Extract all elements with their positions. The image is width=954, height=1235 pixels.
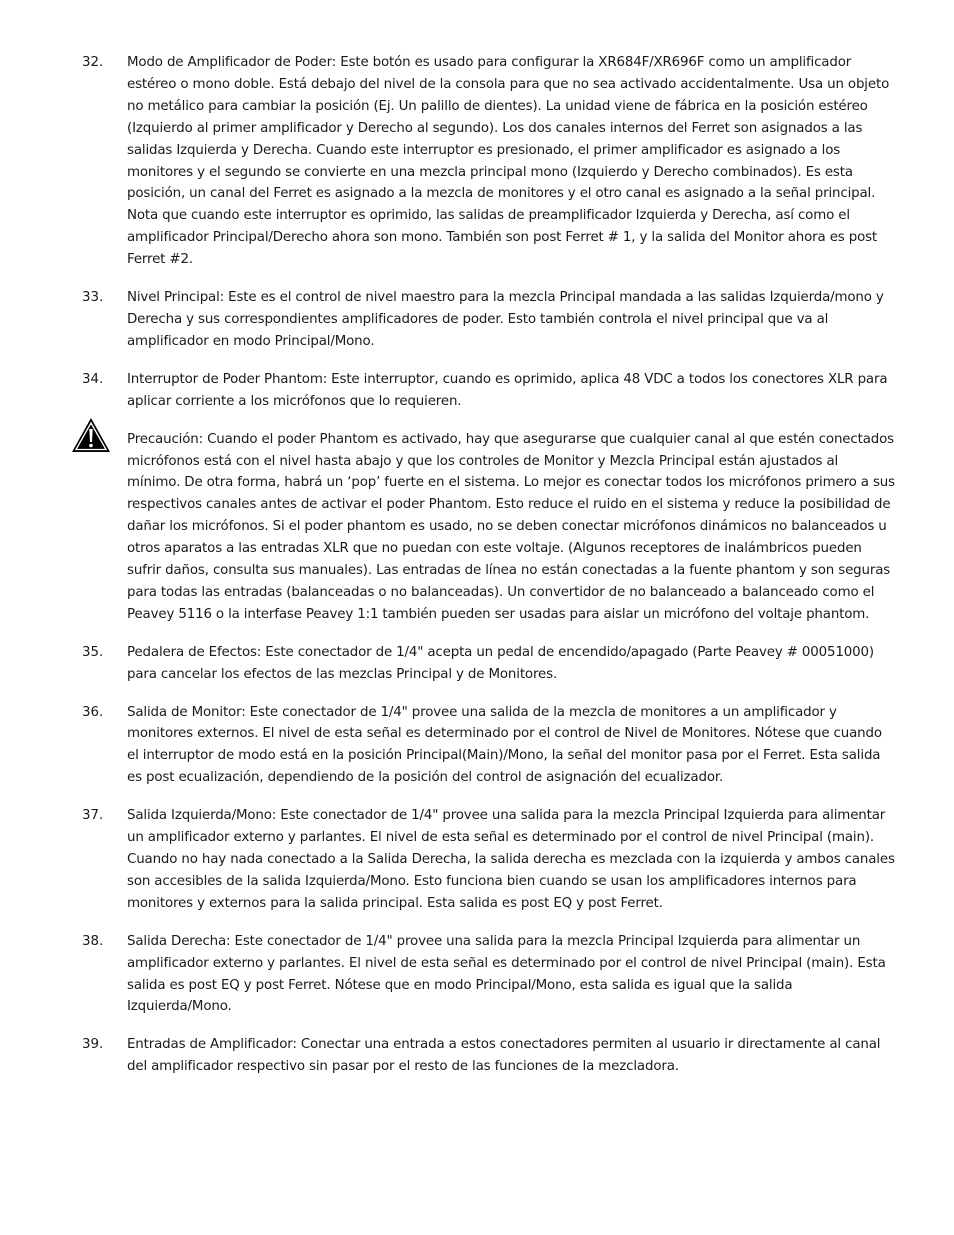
list-item-38	[0, 931, 954, 1019]
item-text: Salida Izquierda/Mono: Este conectador de 1/4" provee una salida para la mezcla Principal Izquierda para alimentar un amplificador externo y parlantes. El nivel de esta señal es determinado por el control de nivel Principal (main). Cuando no hay nada conectado a la Salida Derecha, la salida derecha es mezclada con la izquierda y ambos canales son accesibles de la salida Izquierda/Mono. Esto funciona bien cuando se usan los amplificadores internos para monitores y externos para la salida principal. Esta salida es post EQ y post Ferret.	[127, 808, 895, 911]
item-number: 35.	[82, 644, 104, 660]
item-number: 34.	[82, 371, 104, 387]
list-item-37	[0, 805, 954, 915]
list-item-33	[0, 287, 954, 353]
item-number: 39.	[82, 1037, 104, 1053]
item-number: 32.	[82, 55, 104, 70]
list-item-36	[0, 702, 954, 790]
item-text: Nivel Principal: Este es el control de nivel maestro para la mezcla Principal mandada a las salidas Izquierda/mono y Derecha y sus correspondientes amplificadores de poder. Esto también controla el nivel principal que va al amplificador en modo Principal/Mono.	[127, 290, 884, 349]
item-text: Pedalera de Efectos: Este conectador de 1/4" acepta un pedal de encendido/apagado (Parte Peavey # 00051000) para cancelar los efectos de las mezclas Principal y de Monitores.	[127, 644, 874, 682]
item-text: Salida de Monitor: Este conectador de 1/4" provee una salida de la mezcla de monitores a un amplificador y monitores externos. El nivel de esta señal es determinado por el control de Nivel de Monitores. Nótese que cuando el interruptor de modo está en la posición Principal(Main)/Mono, la señal del monitor pasa por el Ferret. Esta salida es post ecualización, dependiendo de la posición del control de asignación del ecualizador.	[127, 704, 882, 786]
item-text: Modo de Amplificador de Poder: Este botón es usado para configurar la XR684F/XR696F como un amplificador estéreo o mono doble. Está debajo del nivel de la consola para que no sea activado accidentalmente. Usa un objeto no metálico para cambiar la posición (Ej. Un palillo de dientes). La unidad viene de fábrica en la posición estéreo (Izquierdo al primer amplificador y Derecho al segundo). Los dos canales internos del Ferret son asignados a las salidas Izquierda y Derecha. Cuando este interruptor es presionado, el primer amplificador es asignado a los monitores y el segundo se convierte en una mezcla principal mono (Izquierdo y Derecho combinados). Es esta posición, un canal del Ferret es asignado a la mezcla de monitores y el otro canal es asignado a la señal principal. Nota que cuando este interruptor es oprimido, las salidas de preamplificador Izquierda y Derecha, así como el amplificador Principal/Derecho ahora son mono. También son post Ferret # 1, y la salida del Monitor ahora es post Ferret #2.	[127, 55, 890, 268]
item-text: Entradas de Amplificador: Conectar una entrada a estos conectadores permiten al usuario ir directamente al canal del amplificador respectivo sin pasar por el resto de las funciones de la mezcladora.	[127, 1037, 881, 1075]
item-number: 36.	[82, 704, 104, 720]
caution-block	[0, 429, 954, 626]
list-item-34	[0, 369, 954, 413]
item-text: Interruptor de Poder Phantom: Este interruptor, cuando es oprimido, aplica 48 VDC a todos los conectores XLR para aplicar corriente a los micrófonos que lo requieren.	[127, 371, 888, 409]
warning-triangle-icon	[71, 417, 111, 453]
list-item-35	[0, 642, 954, 686]
item-number: 33.	[82, 290, 104, 306]
item-number: 38.	[82, 933, 104, 949]
list-item-39	[0, 1034, 954, 1078]
item-number: 37.	[82, 808, 104, 824]
caution-text: Precaución: Cuando el poder Phantom es activado, hay que asegurarse que cualquier canal al que estén conectados micrófonos está con el nivel hasta abajo y que los controles de Monitor y Mezcla Principal están ajustados al mínimo. De otra forma, habrá un ‘pop’ fuerte en el sistema. Lo mejor es conectar todos los micrófonos primero a sus respectivos canales antes de activar el poder Phantom. Esto reduce el ruido en el sistema y reduce la posibilidad de dañar los micrófonos. Si el poder phantom es usado, no se deben conectar micrófonos dinámicos no balanceados u otros aparatos a las entradas XLR que no puedan con este voltaje. (Algunos receptores de inalámbricos pueden sufrir daños, consulta sus manuales). Las entradas de línea no están conectadas a la fuente phantom y son seguras para todas las entradas (balanceadas o no balanceadas). Un convertidor de no balanceado a balanceado como el Peavey 5116 o la interfase Peavey 1:1 también pueden ser usadas para aislar un micrófono del voltaje phantom.	[127, 431, 895, 622]
list-item-32	[0, 52, 954, 271]
manual-page	[0, 52, 954, 1094]
item-text: Salida Derecha: Este conectador de 1/4" provee una salida para la mezcla Principal Izquierda para alimentar un amplificador externo y parlantes. El nivel de esta señal es determinado por el control de nivel Principal (main). Esta salida es post EQ y post Ferret. Nótese que en modo Principal/Mono, esta salida es igual que la salida Izquierda/Mono.	[127, 933, 886, 1015]
